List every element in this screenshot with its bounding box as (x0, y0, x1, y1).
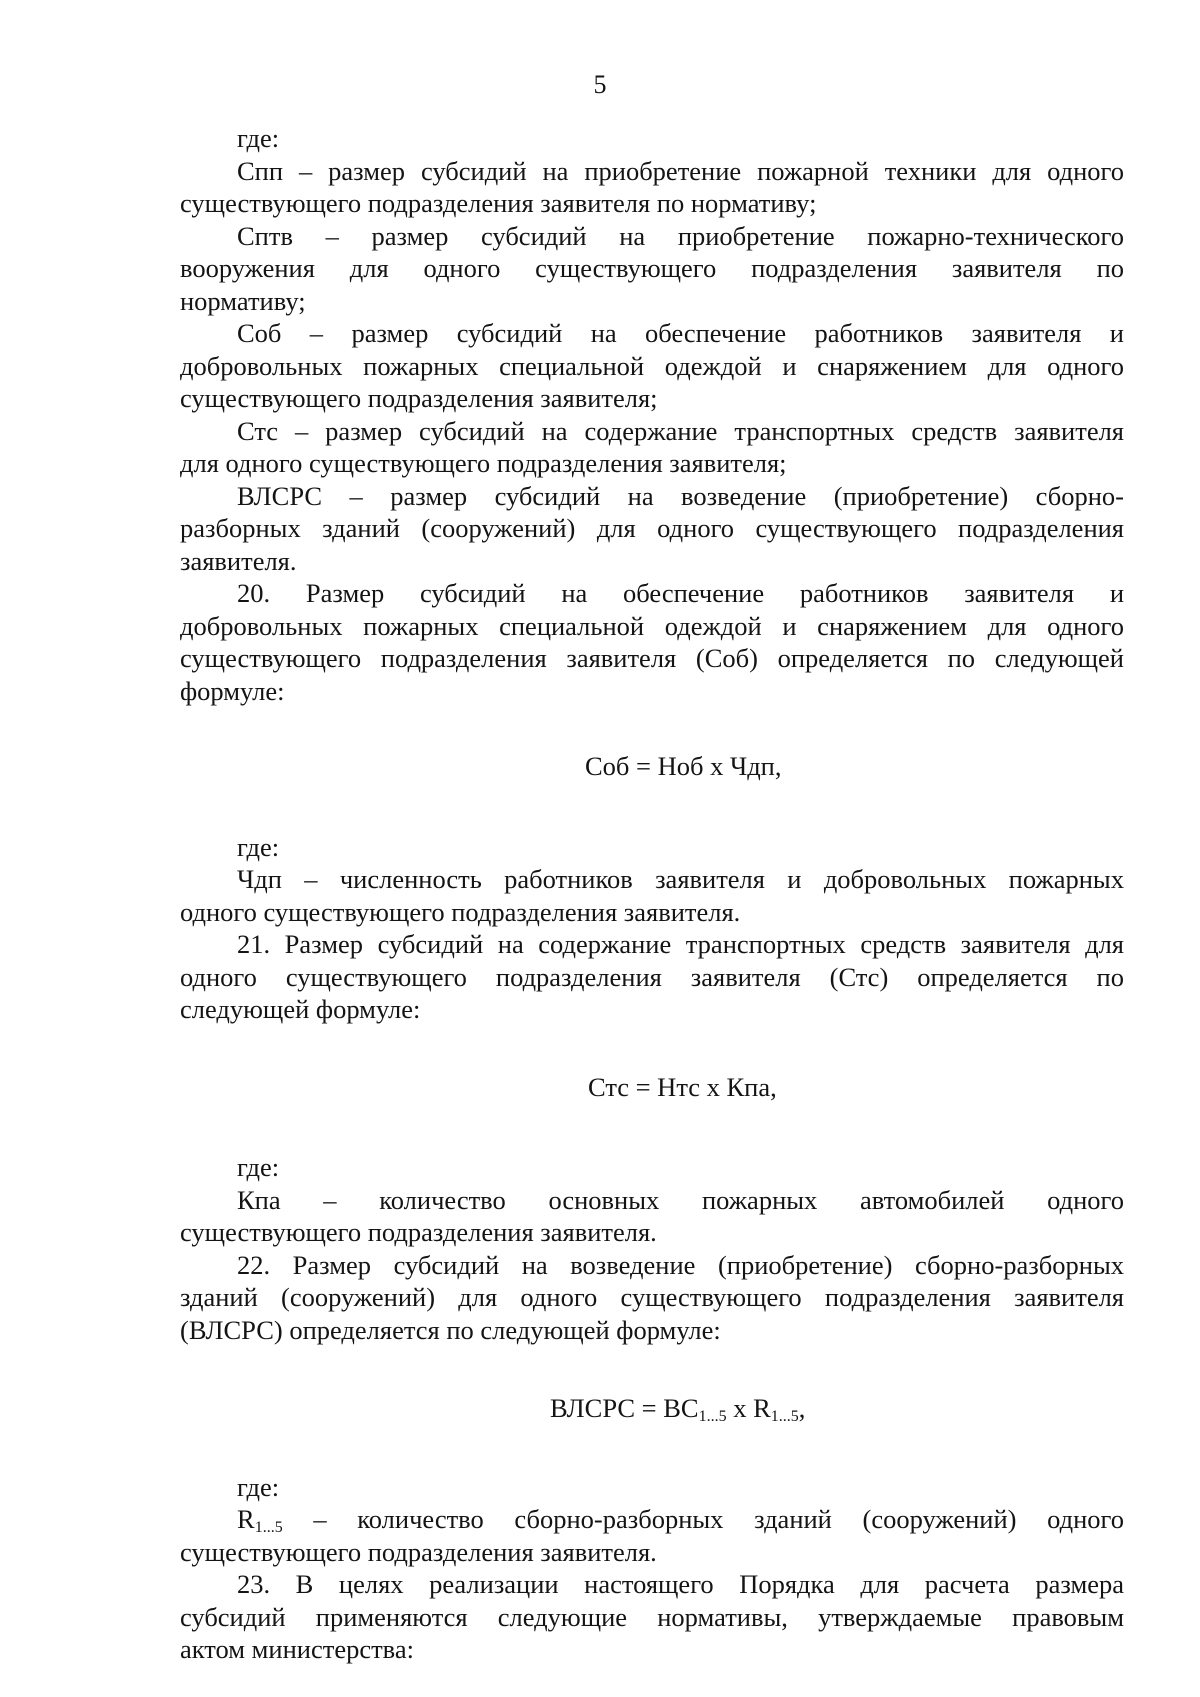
text-line: одного существующего подразделения заявителя (Стс) определяется по (180, 961, 1124, 992)
text-line: 22. Размер субсидий на возведение (приобретение) сборно-разборных (237, 1249, 1124, 1280)
text-line: 20. Размер субсидий на обеспечение работников заявителя и (237, 578, 1124, 608)
text-line: Соб – размер субсидий на обеспечение работников заявителя и (237, 318, 1124, 348)
text-line: Сптв – размер субсидий на приобретение пожарно-технического (237, 220, 1124, 251)
text-line: вооружения для одного существующего подразделения заявителя по (180, 253, 1124, 283)
symbol-subscript: 1...5 (254, 1519, 283, 1536)
formula-subscript: 1...5 (770, 1408, 799, 1425)
text-line: (ВЛСРС) определяется по следующей формуле: (180, 1314, 721, 1345)
document-body (180, 122, 1124, 1666)
formula-part: х R (726, 1393, 771, 1423)
text-line: Кпа – количество основных пожарных автомобилей одного (237, 1184, 1124, 1215)
text-line: существующего подразделения заявителя по нормативу; (180, 188, 817, 218)
formula-part: , (798, 1393, 806, 1423)
formula-stc: Стс = Нтс х Кпа, (588, 1071, 777, 1102)
symbol-r: R (237, 1504, 255, 1534)
text-line: следующей формуле: (180, 994, 421, 1024)
text-line: добровольных пожарных специальной одеждой и снаряжением для одного (180, 610, 1124, 641)
text-line: добровольных пожарных специальной одеждой и снаряжением для одного (180, 350, 1124, 381)
formula-vlsrs (180, 1392, 1124, 1425)
text-line: где: (237, 1471, 280, 1502)
text-line: 21. Размер субсидий на содержание транспортных средств заявителя для (237, 929, 1124, 959)
text-line: для одного существующего подразделения заявителя; (180, 448, 787, 478)
definition-text: – количество сборно-разборных зданий (сооружений) одного (313, 1504, 1124, 1534)
text-line: где: (237, 123, 280, 153)
text-line: заявителя. (180, 545, 297, 576)
text-line: существующего подразделения заявителя (Соб) определяется по следующей (180, 643, 1124, 673)
text-line: 23. В целях реализации настоящего Порядка для расчета размера (237, 1569, 1124, 1599)
text-line: одного существующего подразделения заявителя. (180, 896, 741, 927)
text-line: Чдп – численность работников заявителя и добровольных пожарных (237, 864, 1124, 894)
text-line: ВЛСРС – размер субсидий на возведение (приобретение) сборно- (237, 480, 1124, 511)
text-line (180, 1503, 1124, 1536)
formula-sob: Соб = Ноб х Чдп, (585, 751, 782, 781)
text-line: формуле: (180, 675, 285, 706)
text-line: существующего подразделения заявителя; (180, 383, 658, 413)
page-number: 5 (593, 70, 607, 99)
text-line: актом министерства: (180, 1634, 414, 1664)
text-line: Стс – размер субсидий на содержание транспортных средств заявителя (237, 415, 1124, 446)
text-line: нормативу; (180, 285, 306, 316)
text-line: субсидий применяются следующие нормативы, утверждаемые правовым (180, 1601, 1124, 1632)
text-line: разборных зданий (сооружений) для одного существующего подразделения (180, 513, 1124, 543)
text-line: Спп – размер субсидий на приобретение пожарной техники для одного (237, 155, 1124, 186)
formula-subscript: 1...5 (698, 1408, 727, 1425)
text-line: где: (237, 831, 280, 862)
text-line: зданий (сооружений) для одного существующего подразделения заявителя (180, 1282, 1124, 1312)
text-line: существующего подразделения заявителя. (180, 1217, 657, 1247)
text-line: существующего подразделения заявителя. (180, 1536, 657, 1567)
text-line: где: (237, 1152, 280, 1182)
formula-part: ВЛСРС = ВС (550, 1393, 699, 1423)
